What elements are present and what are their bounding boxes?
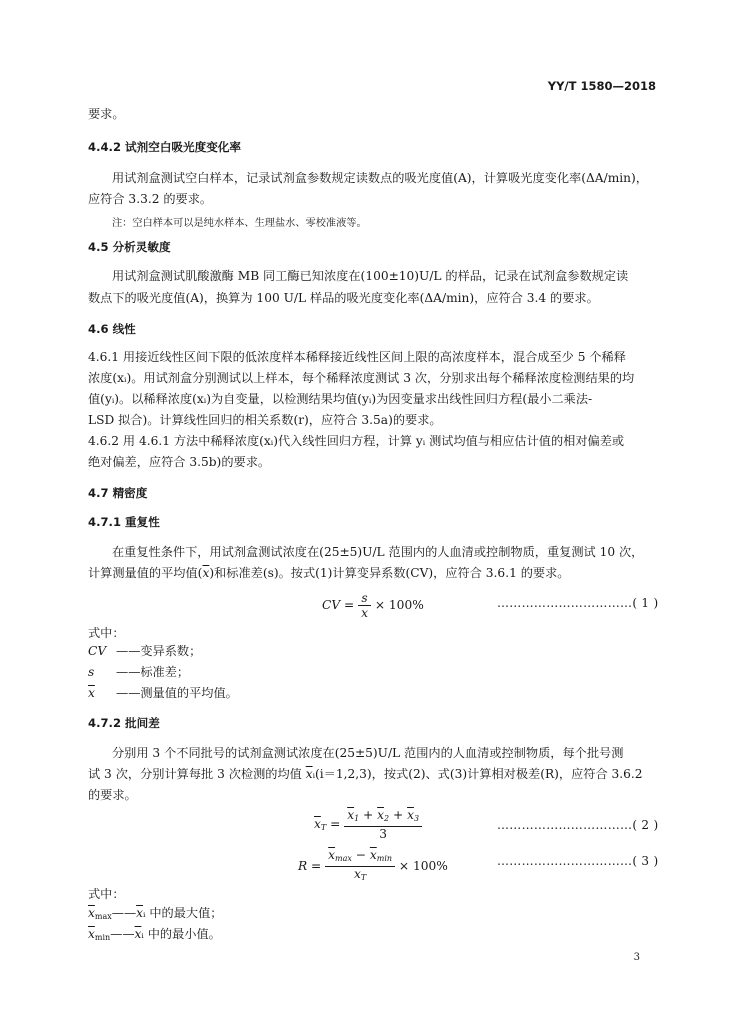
paragraph: 数点下的吸光度值(A)，换算为 100 U/L 样品的吸光度变化率(ΔA/min)，应符合 3.4 的要求。 [88, 291, 599, 305]
paragraph: LSD 拟合)。计算线性回归的相关系数(r)，应符合 3.5a)的要求。 [88, 413, 442, 427]
paragraph: 用试剂盒测试肌酸激酶 MB 同工酶已知浓度在(100±10)U/L 的样品，记录在试剂盒参数规定读 [112, 269, 629, 283]
paragraph: 4.6.2 用 4.6.1 方法中稀释浓度(xᵢ)代入线性回归方程，计算 yᵢ 测试均值与相应估计值的相对偏差或 [88, 434, 625, 448]
standard-number: YY/T 1580—2018 [547, 79, 656, 93]
section-title-4-7: 4.7 精密度 [88, 486, 148, 500]
section-title-4-7-1: 4.7.1 重复性 [88, 515, 160, 529]
equation-dots: ……………………………( 2 ) [497, 818, 659, 832]
paragraph: 分别用 3 个不同批号的试剂盒测试浓度在(25±5)U/L 范围内的人血清或控制物质，每个批号测 [112, 746, 624, 760]
paragraph: 的要求。 [88, 788, 137, 802]
paragraph: 用试剂盒测试空白样本，记录试剂盒参数规定读数点的吸光度值(A)，计算吸光度变化率(ΔA/min)， [112, 171, 648, 185]
section-title-4-5: 4.5 分析灵敏度 [88, 240, 171, 254]
definition: $\overline{x}$ ——测量值的平均值。 [88, 686, 238, 700]
paragraph: 4.6.1 用接近线性区间下限的低浓度样本稀释接近线性区间上限的高浓度样本，混合成至少 5 个稀释 [88, 350, 626, 364]
paragraph: 计算测量值的平均值$(\overline{x})$和标准差(s)。按式(1)计算变异系数(CV)，应符合 3.6.1 的要求。 [88, 566, 570, 580]
equation-dots: ……………………………( 1 ) [497, 596, 659, 610]
section-title-4-6: 4.6 线性 [88, 322, 136, 336]
definition: CV ——变异系数； [88, 644, 202, 658]
paragraph: 绝对偏差，应符合 3.5b)的要求。 [88, 455, 271, 469]
equation-dots: ……………………………( 3 ) [497, 854, 659, 868]
definition: $\overline{x}_{max}——\overline{x}ᵢ$ 中的最大值； [88, 906, 223, 921]
paragraph: 在重复性条件下，用试剂盒测试浓度在(25±5)U/L 范围内的人血清或控制物质，重复测试 10 次， [112, 545, 644, 559]
section-title-4-4-2: 4.4.2 试剂空白吸光度变化率 [88, 140, 241, 154]
page-number: 3 [633, 952, 640, 963]
note: 注：空白样本可以是纯水样本、生理盐水、零校准液等。 [112, 218, 367, 229]
paragraph: 浓度(xᵢ)。用试剂盒分别测试以上样本，每个稀释浓度测试 3 次，分别求出每个稀释浓度检测结果的均 [88, 371, 635, 385]
definition: s ——标准差； [88, 665, 190, 679]
where-label: 式中： [88, 887, 125, 901]
definition: $\overline{x}_{min}——\overline{x}ᵢ$ 中的最小值。 [88, 927, 221, 942]
paragraph: 试 3 次，分别计算每批 3 次检测的均值 $\overline{x}ᵢ(i=1,2,3)$，按式(2)、式(3)计算相对极差(R)，应符合 3.6.2 [88, 767, 643, 781]
equation-3: R = $\frac{\overline{x}_{max} - \overline{x}_{min}}{\overline{x}_T}$ × 100% [298, 848, 448, 882]
equation-2: $\overline{x}_T$ = $\frac{\overline{x}_1 + \overline{x}_2 + \overline{x}_3}{3}$ [314, 808, 422, 841]
paragraph: 值(yᵢ)。以稀释浓度(xᵢ)为自变量，以检测结果均值(yᵢ)为因变量求出线性回归方程(最小二乘法- [88, 392, 593, 406]
continuation-text: 要求。 [88, 107, 125, 121]
equation-1: CV = $\frac{s}{x}$ × 100% [322, 591, 424, 620]
section-title-4-7-2: 4.7.2 批间差 [88, 716, 160, 730]
where-label: 式中： [88, 626, 125, 640]
paragraph: 应符合 3.3.2 的要求。 [88, 192, 213, 206]
